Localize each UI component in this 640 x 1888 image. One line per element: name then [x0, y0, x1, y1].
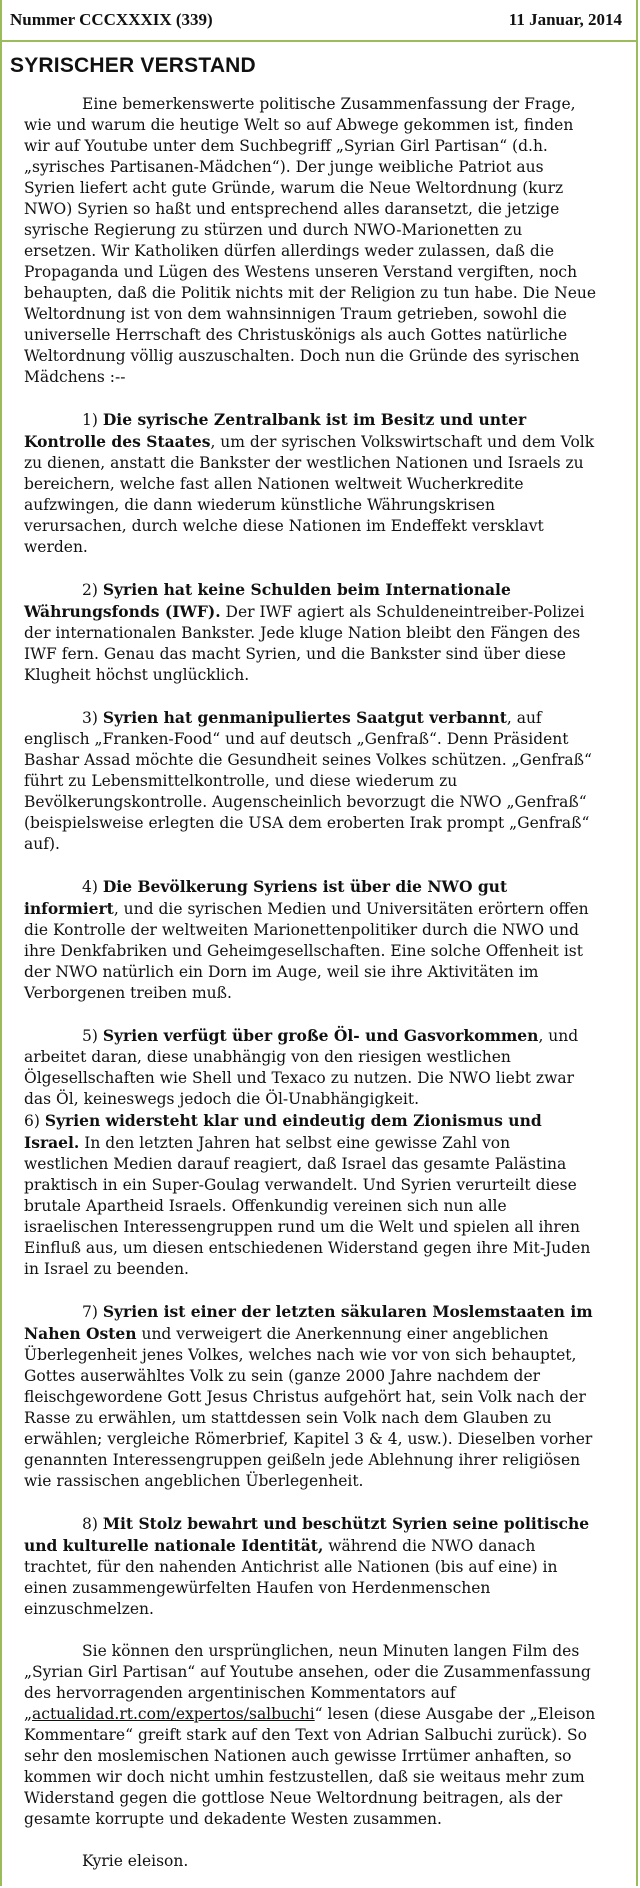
point-number: 6) — [24, 1112, 40, 1130]
point-text: während die NWO danach trachtet, für den nahenden Antichrist alle Nationen (bis auf eine) in einen zusammengewürfelten Haufen von Herdenmenschen einzuschmelzen. — [24, 1537, 558, 1618]
point-heading: Die syrische Zentralbank ist im Besitz und unter Kontrolle des Staates — [24, 410, 527, 451]
signoff: Kyrie eleison. — [82, 1852, 189, 1870]
point-heading: Syrien hat keine Schulden beim Internationale Währungsfonds (IWF). — [24, 580, 511, 621]
point-number: 1) — [82, 411, 98, 429]
point-text: , und arbeitet daran, diese unabhängig von den riesigen westlichen Ölgesellschaften wie Shell und Texaco zu nutzen. Die NWO liebt zwar das Öl, keineswegs jedoch die Öl-Unabhängigkeit. — [24, 1027, 579, 1108]
point-1 — [24, 409, 598, 558]
point-number: 7) — [82, 1303, 98, 1321]
point-number: 4) — [82, 878, 98, 896]
point-8 — [24, 1513, 598, 1620]
closing-text-after: “ lesen (diese Ausgabe der „Eleison Kommentare“ greift stark auf den Text von Adrian Salbuchi zurück). So sehr den moslemischen Nationen auch gewisse Irrtümer anhaften, so kommen wir doch nicht umhin festzustellen, daß sie weitaus mehr zum Widerstand gegen die gottlose Neue Weltordnung beitragen, als der gesamte korrupte und dekadente Westen zusammen. — [24, 1705, 596, 1828]
point-number: 2) — [82, 581, 98, 599]
point-5 — [24, 1025, 598, 1110]
issue-number: Nummer CCCXXXIX (339) — [10, 10, 213, 29]
issue-date: 11 Januar, 2014 — [508, 10, 622, 29]
point-heading: Mit Stolz bewahrt und beschützt Syrien seine politische und kulturelle nationale Identität, — [24, 1514, 590, 1555]
salbuchi-link[interactable]: actualidad.rt.com/expertos/salbuchi — [32, 1705, 315, 1723]
point-heading: Syrien widersteht klar und eindeutig dem Zionismus und Israel. — [24, 1111, 542, 1152]
point-6 — [24, 1110, 598, 1280]
point-3 — [24, 707, 598, 855]
point-text: Der IWF agiert als Schuldeneintreiber-Polizei der internationalen Bankster. Jede kluge Nation bleibt den Fängen des IWF fern. Genau das macht Syrien, und die Bankster sind über diese Klugheit höchst unglücklich. — [24, 603, 585, 684]
point-heading: Syrien verfügt über große Öl- und Gasvorkommen — [102, 1026, 539, 1045]
point-7 — [24, 1301, 598, 1492]
point-heading: Syrien hat genmanipuliertes Saatgut verbannt — [102, 708, 507, 727]
header-bar — [2, 0, 636, 42]
point-text: In den letzten Jahren hat selbst eine gewisse Zahl von westlichen Medien darauf reagiert, daß Israel das gesamte Palästina praktisch in ein Super-Goulag verwandelt. Und Syrien verurteilt diese brutale Apartheid Israels. Offenkundig vereinen sich nun alle israelischen Interessengruppen rund um die Welt und spielen all ihren Einfluß aus, um diesen entschiedenen Widerstand gegen ihre Mit-Juden in Israel zu beenden. — [24, 1134, 591, 1278]
point-text: , auf englisch „Franken-Food“ und auf deutsch „Genfraß“. Denn Präsident Bashar Assad möchte die Gesundheit seines Volkes schützen. „Genfraß“ führt zu Lebensmittelkontrolle, und diese wiederum zu Bevölkerungskontrolle. Augenscheinlich bevorzugt die NWO „Genfraß“ (beispielsweise erlegten die USA dem eroberten Irak prompt „Genfraß“ auf). — [24, 709, 592, 853]
point-4 — [24, 876, 598, 1004]
intro-paragraph: Eine bemerkenswerte politische Zusammenfassung der Frage, wie und warum die heutige Welt so auf Abwege gekommen ist, finden wir auf Youtube unter dem Suchbegriff „Syrian Girl Partisan“ (d.h. „syrisches Partisanen-Mädchen“). Der junge weibliche Patriot aus Syrien liefert acht gute Gründe, warum die Neue Weltordnung (kurz NWO) Syrien so haßt und entsprechend alles daransetzt, die jetzige syrische Regierung zu stürzen und durch NWO-Marionetten zu ersetzen. Wir Katholiken dürfen allerdings weder zulassen, daß die Propaganda und Lügen des Westens unseren Verstand vergiften, noch behaupten, daß die Politik nichts mit der Religion zu tun habe. Die Neue Weltordnung ist von dem wahnsinnigen Traum getrieben, sowohl die universelle Herrschaft des Christuskönigs als auch Gottes natürliche Weltordnung völlig auszuschalten. Doch nun die Gründe des syrischen Mädchens :-- — [24, 95, 597, 386]
point-number: 8) — [82, 1515, 98, 1533]
article-body — [2, 78, 636, 1872]
closing-text-before: Sie können den ursprünglichen, neun Minuten langen Film des „Syrian Girl Partisan“ auf Youtube ansehen, oder die Zusammenfassung des hervorragenden argentinischen Kommentators auf „ — [24, 1642, 591, 1723]
point-2 — [24, 579, 598, 686]
point-heading: Syrien ist einer der letzten säkularen Moslemstaaten im Nahen Osten — [24, 1302, 593, 1343]
article-title: SYRISCHER VERSTAND — [10, 54, 256, 77]
point-text: , um der syrischen Volkswirtschaft und dem Volk zu dienen, anstatt die Bankster der westlichen Nationen und Israels zu bereichern, welche fast allen Nationen weltweit Wucherkredite aufzwingen, die dann wiederum künstliche Währungskrisen verursachen, durch welche diese Nationen im Endeffekt versklavt werden. — [24, 433, 595, 556]
point-heading: Die Bevölkerung Syriens ist über die NWO gut informiert — [24, 877, 508, 918]
point-text: und verweigert die Anerkennung einer angeblichen Überlegenheit jenes Volkes, welches nach wie vor von sich behauptet, Gottes auserwähltes Volk zu sein (ganze 2000 Jahre nachdem der fleischgewordene Gott Jesus Christus aufgehört hat, sein Volk nach der Rasse zu erwählen, um stattdessen sein Volk nach dem Glauben zu erwählen; vergleiche Römerbrief, Kapitel 3 & 4, usw.). Dieselben vorher genannten Interessengruppen geißeln jede Ablehnung ihrer religiösen wie rassischen angeblichen Überlegenheit. — [24, 1325, 593, 1490]
point-number: 3) — [82, 709, 98, 727]
point-number: 5) — [82, 1027, 98, 1045]
closing-paragraph — [24, 1641, 598, 1830]
point-text: , und die syrischen Medien und Universitäten erörtern offen die Kontrolle der weltweiten Marionettenpolitiker durch die NWO und ihre Denkfabriken und Geheimgesellschaften. Eine solche Offenheit ist der NWO natürlich ein Dorn im Auge, weil sie ihre Aktivitäten im Verborgenen treiben muß. — [24, 900, 589, 1002]
